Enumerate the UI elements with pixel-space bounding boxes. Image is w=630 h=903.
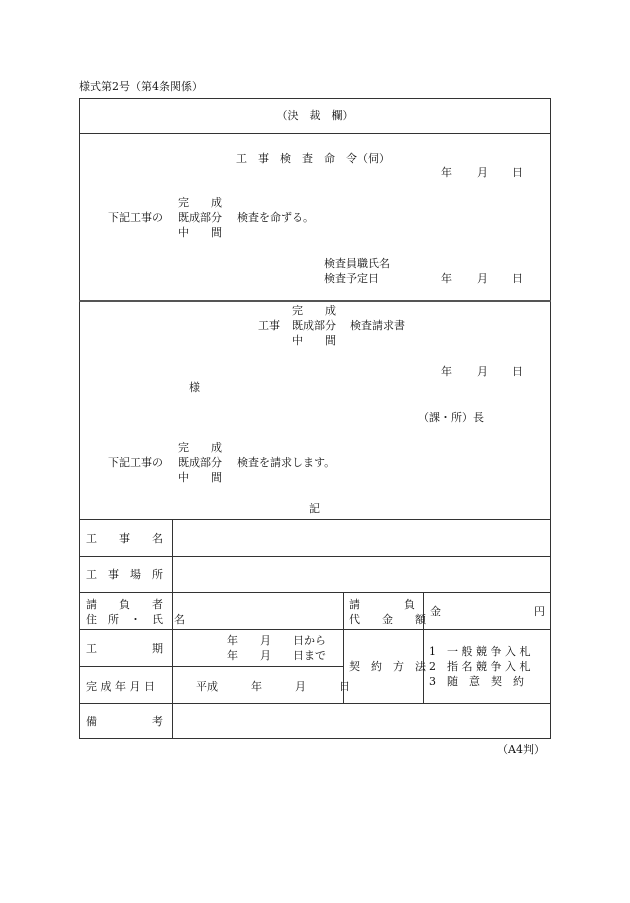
ki-label: 記 [309, 502, 320, 515]
request-option-1: 完 成 [178, 441, 222, 454]
row-line [79, 592, 551, 593]
order-title: 工 事 検 査 命 令（伺） [236, 152, 390, 165]
request-date-month: 月 [477, 365, 488, 378]
row-line [79, 666, 344, 667]
request-lead: 下記工事の [108, 456, 163, 469]
decision-header: （決 裁 欄） [276, 109, 354, 122]
contractor-label-2: 住 所 ・ 氏 名 [86, 613, 185, 626]
amount-label-2: 代 金 額 [349, 613, 426, 626]
order-date2-year: 年 [441, 272, 452, 285]
contractor-label-1: 請 負 者 [86, 598, 163, 611]
completion-value: 平成 年 月 日 [196, 680, 350, 693]
amount-label-1: 請 負 [349, 598, 415, 611]
method-option-3: 3 随 意 契 約 [429, 675, 524, 688]
order-tail: 検査を命ずる。 [237, 211, 314, 224]
money-label: 金 [430, 605, 441, 618]
request-date-year: 年 [441, 365, 452, 378]
col-line [172, 519, 173, 739]
inspector-name-label: 検査員職氏名 [324, 257, 390, 270]
table-top-line [79, 519, 551, 520]
request-date-day: 日 [512, 365, 523, 378]
section-chief: （課・所）長 [418, 411, 484, 424]
section-divider [79, 300, 551, 302]
request-title-option-2: 既成部分 [292, 319, 336, 332]
yen-label: 円 [534, 605, 545, 618]
request-title-suffix: 検査請求書 [350, 319, 405, 332]
completion-label: 完 成 年 月 日 [86, 680, 155, 693]
work-place-label: 工 事 場 所 [86, 568, 163, 581]
order-date-day: 日 [512, 166, 523, 179]
form-id: 様式第2号（第4条関係） [79, 80, 203, 93]
divider [79, 133, 551, 134]
order-option-3: 中 間 [178, 226, 222, 239]
work-name-label: 工 事 名 [86, 532, 163, 545]
order-date-year: 年 [441, 166, 452, 179]
request-tail: 検査を請求します。 [237, 456, 336, 469]
method-label: 契 約 方 法 [349, 660, 426, 673]
request-title-option-1: 完 成 [292, 304, 336, 317]
method-option-2: 2 指 名 競 争 入 札 [429, 660, 531, 673]
period-from: 年 月 日から [227, 634, 326, 647]
row-line [79, 556, 551, 557]
addressee: 様 [189, 381, 200, 394]
order-date-month: 月 [477, 166, 488, 179]
remarks-label: 備 考 [86, 715, 163, 728]
order-date2-day: 日 [512, 272, 523, 285]
method-option-1: 1 一 般 競 争 入 札 [429, 645, 531, 658]
row-line [79, 703, 551, 704]
order-option-2: 既成部分 [178, 211, 222, 224]
request-title-option-3: 中 間 [292, 334, 336, 347]
request-option-3: 中 間 [178, 471, 222, 484]
order-option-1: 完 成 [178, 196, 222, 209]
scheduled-date-label: 検査予定日 [324, 272, 379, 285]
order-lead: 下記工事の [108, 211, 163, 224]
period-to: 年 月 日まで [227, 649, 326, 662]
period-label: 工 期 [86, 642, 163, 655]
request-option-2: 既成部分 [178, 456, 222, 469]
row-line [79, 629, 551, 630]
request-title-prefix: 工事 [258, 319, 280, 332]
col-line [423, 592, 424, 703]
order-date2-month: 月 [477, 272, 488, 285]
paper-size: （A4判） [497, 743, 545, 756]
